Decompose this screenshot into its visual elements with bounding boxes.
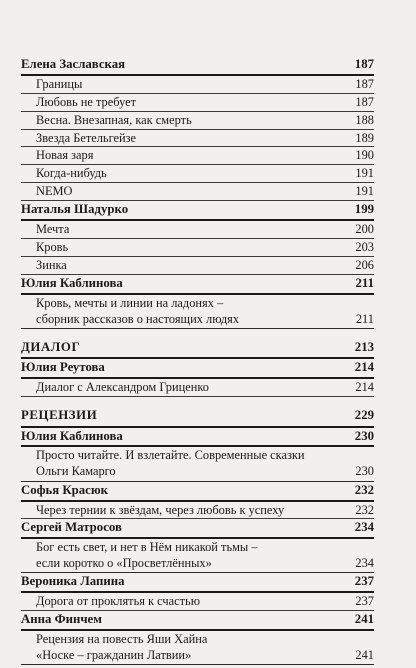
entry-title: Мечта [36, 222, 70, 236]
page-number: 191 [355, 166, 374, 181]
work-entry [21, 183, 374, 201]
author-entry [21, 428, 374, 448]
entry-title: Диалог с Александром Гриценко [36, 380, 209, 395]
table-of-contents [21, 56, 374, 665]
work-entry [21, 539, 374, 573]
page-number: 230 [355, 464, 374, 479]
page-number: 188 [355, 112, 374, 127]
page-number: 190 [355, 148, 374, 163]
work-entry [21, 631, 374, 665]
page-number: 241 [355, 648, 374, 663]
entry-title-line1: Рецензия на повесть Яши Хайна [36, 632, 208, 647]
work-entry [21, 147, 374, 165]
author-entry [21, 275, 374, 295]
work-entry [21, 239, 374, 257]
entry-title: Весна. Внезапная, как смерть [36, 112, 192, 127]
entry-title: Юлия Реутова [21, 360, 105, 375]
entry-title: NEMO [36, 184, 73, 199]
page-number: 232 [354, 482, 374, 497]
work-entry [21, 593, 374, 611]
page-number: 234 [354, 520, 374, 535]
entry-title: Наталья Шадурко [21, 202, 129, 217]
entry-title-line1: Бог есть свет, и нет в Нём никакой тьмы – [36, 540, 258, 555]
entry-title: ДИАЛОГ [21, 339, 81, 354]
author-entry [21, 519, 374, 539]
page-number: 214 [354, 360, 374, 375]
work-entry [21, 221, 374, 239]
work-entry [21, 76, 374, 94]
entry-title-line1: Просто читайте. И взлетайте. Современные сказки [36, 448, 305, 463]
page-number: 211 [355, 311, 374, 326]
work-entry [21, 257, 374, 275]
author-entry [21, 56, 374, 76]
page-number: 229 [354, 408, 374, 423]
entry-title: Юлия Каблинова [21, 428, 123, 443]
work-entry [21, 447, 374, 481]
work-entry [21, 502, 374, 520]
section-entry [21, 329, 374, 360]
section-entry [21, 397, 374, 428]
work-entry [21, 94, 374, 112]
work-entry [21, 165, 374, 183]
entry-title: Когда-нибудь [36, 166, 107, 181]
entry-title: «Носке – гражданин Латвии» [36, 648, 192, 663]
entry-title: Любовь не требует [36, 94, 137, 109]
work-entry [21, 112, 374, 130]
entry-title: РЕЦЕНЗИИ [21, 408, 98, 423]
entry-title: Границы [36, 76, 83, 91]
entry-title: Юлия Каблинова [21, 275, 123, 290]
entry-title: Дорога от проклятья к счастью [36, 594, 200, 609]
author-entry [21, 482, 374, 502]
page-number: 203 [355, 239, 374, 254]
page-number: 187 [355, 76, 374, 91]
work-entry [21, 130, 374, 148]
author-entry [21, 573, 374, 593]
entry-title: Вероника Лапина [21, 574, 125, 589]
entry-title: Звезда Бетельгейзе [36, 130, 137, 145]
page-number: 237 [354, 574, 374, 589]
entry-title: Новая заря [36, 148, 94, 163]
work-entry [21, 379, 374, 397]
page-number: 213 [354, 339, 374, 354]
page-number: 234 [355, 556, 374, 571]
entry-title: Кровь [36, 239, 69, 254]
page-number: 232 [355, 502, 374, 517]
author-entry [21, 201, 374, 221]
entry-title: если коротко о «Просветлённых» [36, 556, 212, 571]
entry-title: Ольги Камарго [36, 464, 116, 479]
entry-title: Через тернии к звёздам, через любовь к успеху [36, 502, 285, 517]
page-number: 214 [355, 380, 374, 395]
author-entry [21, 359, 374, 379]
page-number: 187 [354, 56, 374, 71]
page-number: 189 [355, 130, 374, 145]
page-number: 230 [354, 428, 374, 443]
entry-title: Софья Красюк [21, 482, 109, 497]
entry-title: Зинка [36, 257, 67, 272]
page-number: 200 [355, 222, 374, 236]
entry-title: Сергей Матросов [21, 520, 122, 535]
page-number: 199 [354, 202, 374, 217]
page-number: 211 [355, 275, 374, 290]
work-entry [21, 295, 374, 329]
page-number: 241 [354, 612, 374, 627]
page-number: 187 [355, 94, 374, 109]
entry-title: Анна Финчем [21, 612, 102, 627]
entry-title-line1: Кровь, мечты и линии на ладонях – [36, 295, 224, 310]
entry-title: сборник рассказов о настоящих людях [36, 311, 240, 326]
page-number: 237 [355, 594, 374, 609]
author-entry [21, 611, 374, 631]
page-number: 206 [355, 257, 374, 272]
entry-title: Елена Заславская [21, 56, 126, 71]
page-number: 191 [355, 184, 374, 199]
